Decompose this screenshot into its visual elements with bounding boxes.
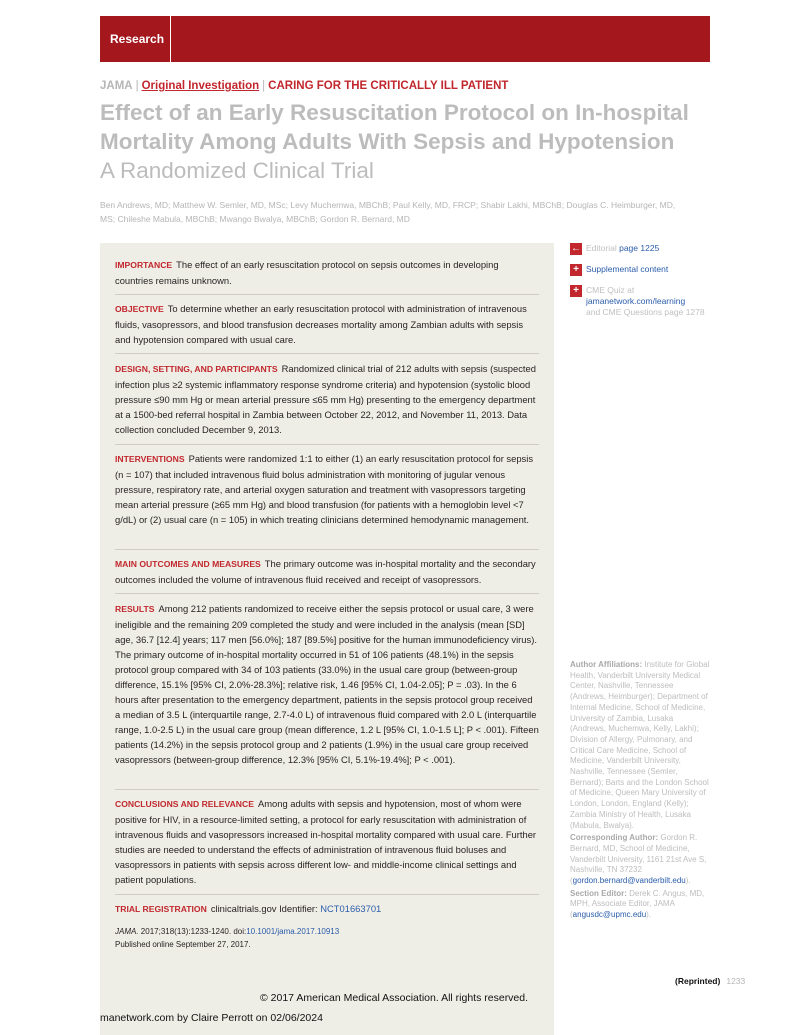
section-divider	[115, 593, 539, 594]
section-divider	[115, 353, 539, 354]
citation-ref: 2017;318(13):1233-1240. doi:	[140, 927, 247, 936]
abstract-text: To determine whether an early resuscitation protocol with administration of intravenous fluids, vasopressors, and blood transfusion decreases mortality among Zambian adults with sepsis and hypotension compared with usual care.	[115, 303, 527, 345]
author-list: Ben Andrews, MD; Matthew W. Semler, MD, MSc; Levy Muchemwa, MBChB; Paul Kelly, MD, FRCP; Shabir Lakhi, MBChB; Douglas C. Heimburger, MD, MS; Chileshe Mabula, MBChB; Mwango Bwalya, MBChB; Gordon R. Bernard, MD	[100, 200, 676, 224]
abstract-heading: IMPORTANCE	[115, 260, 173, 270]
abstract-heading: INTERVENTIONS	[115, 454, 185, 464]
affiliations-text: Institute for Global Health, Vanderbilt University Medical Center, Nashville, Tennessee (Andrews, Heimburger); Department of Internal Medicine, School of Medicine, University of Zambia, Lusaka (Andrews, Muchemwa, Kelly, Lakhi); Division of Allergy, Pulmonary, and Critical Care Medicine, School of Medicine, Vanderbilt University, Nashville, Tennessee (Semler, Bernard); Barts and the London School of Medicine, Queen Mary University of London, London, England (Kelly); Zambia Ministry of Health, Lusaka (Mabula, Bwalya).	[570, 660, 710, 830]
publication-date: Published online September 27, 2017.	[115, 940, 251, 949]
section-divider	[115, 549, 539, 550]
abstract-importance	[115, 257, 539, 288]
supplemental-content-link[interactable]: Supplemental content	[586, 264, 669, 274]
title-line: Effect of an Early Resuscitation Protocol on In-hospital	[100, 100, 689, 125]
abstract-objective	[115, 301, 539, 347]
editorial-page-link[interactable]: page 1225	[619, 243, 660, 253]
section-editor-end: ).	[646, 910, 652, 920]
section-banner	[100, 16, 710, 62]
corresponding-end: ).	[685, 876, 691, 886]
trial-registry-label: clinicaltrials.gov Identifier:	[210, 903, 318, 914]
plus-icon: +	[570, 285, 582, 297]
plus-icon: +	[570, 264, 582, 276]
abstract-box	[100, 243, 554, 1035]
abstract-design	[115, 361, 539, 437]
abstract-text: Patients were randomized 1:1 to either (1) an early resuscitation protocol for sepsis (n = 107) that included intravenous fluid bolus administration with monitoring of jugular venous pressure, respiratory rate, and arterial oxygen saturation and treatment with vasopressors targeting mean arterial pressure (≥65 mm Hg) and blood transfusion (for patients with a hemoglobin level <7 g/dL) or (2) usual care (n = 105) in which treating clinicians determined hemodynamic management.	[115, 453, 534, 525]
corresponding-heading: Corresponding Author:	[570, 833, 659, 843]
reprinted-label: (Reprinted)	[675, 976, 721, 986]
affiliations-heading: Author Affiliations:	[570, 660, 643, 669]
banner-divider	[170, 16, 171, 62]
copyright-notice: © 2017 American Medical Association. All rights reserved.	[260, 992, 529, 1004]
trial-identifier-link[interactable]: NCT01663701	[320, 903, 382, 914]
arrow-left-icon: ←	[571, 243, 581, 254]
citation-journal: JAMA.	[115, 927, 139, 936]
section-divider	[115, 789, 539, 790]
section-editor-text: Derek C. Angus, MD, MPH, Associate Editor, JAMA (	[570, 888, 705, 920]
article-type: Original Investigation	[141, 80, 260, 92]
section-divider	[115, 294, 539, 295]
kicker-separator: |	[135, 80, 139, 92]
abstract-heading: MAIN OUTCOMES AND MEASURES	[115, 559, 261, 569]
corresponding-email-link[interactable]: gordon.bernard@vanderbilt.edu	[572, 876, 686, 886]
abstract-heading: OBJECTIVE	[115, 304, 164, 314]
abstract-text: The primary outcome was in-hospital mortality and the secondary outcomes included the volume of intravenous fluid received and receipt of vasopressors.	[115, 558, 536, 585]
journal-name: JAMA	[100, 80, 133, 92]
section-editor-email-link[interactable]: angusdc@upmc.edu	[572, 910, 647, 920]
abstract-outcomes	[115, 556, 539, 587]
page-footer	[675, 976, 745, 986]
page-number: 1233	[726, 976, 746, 986]
article-kicker	[100, 80, 508, 92]
trial-registration	[115, 901, 539, 917]
page-margin	[0, 875, 100, 1035]
abstract-text: Among 212 patients randomized to receive either the sepsis protocol or usual care, 3 were ineligible and the remaining 209 completed the study and were included in the analysis (mean [SD] age, 36.7 [12.4] years; 117 men [56.0%]; 187 [89.5%] positive for the human immunodeficiency virus). The primary outcome of in-hospital mortality occurred in 51 of 106 patients (48.1%) in the sepsis protocol group compared with 34 of 103 patients (33.0%) in the usual care group (between-group difference, 15.1% [95% CI, 2.0%-28.3%]; relative risk, 1.46 [95% CI, 1.04-2.05]; P = .03). In the 6 hours after presentation to the emergency department, patients in the sepsis protocol group received a median of 3.5 L (interquartile range, 2.7-4.0 L) of intravenous fluid compared with 2.0 L (interquartile range, 1.0-2.5 L) in the usual care group (mean difference, 1.2 L [95% CI, 1.0-1.5 L]; P < .001). Fifteen patients (14.2%) in the sepsis protocol group and 2 patients (1.9%) in the usual care group received vasopressors (between-group difference, 12.3% [95% CI, 5.1%-19.4%]; P < .001).	[115, 603, 539, 765]
doi-link[interactable]: 10.1001/jama.2017.10913	[246, 927, 340, 936]
section-divider	[115, 444, 539, 445]
cme-link[interactable]: jamanetwork.com/learning	[586, 296, 686, 306]
download-stamp: manetwork.com by Claire Perrott on 02/06/2024	[100, 1012, 323, 1024]
title-line: Mortality Among Adults With Sepsis and Hypotension	[100, 129, 675, 154]
editorial-label: Editorial	[586, 243, 617, 253]
section-divider	[115, 894, 539, 895]
corresponding-text: Gordon R. Bernard, MD, School of Medicine, Vanderbilt University, 1161 21st Ave S, Nashville, TN 37232 (	[570, 833, 707, 886]
abstract-results	[115, 601, 539, 767]
abstract-text: The effect of an early resuscitation protocol on sepsis outcomes in developing countries remains unknown.	[115, 259, 499, 286]
cme-questions: and CME Questions page 1278	[586, 307, 705, 317]
abstract-heading: TRIAL REGISTRATION	[115, 904, 207, 914]
article-series: CARING FOR THE CRITICALLY ILL PATIENT	[268, 80, 509, 92]
abstract-heading: CONCLUSIONS AND RELEVANCE	[115, 799, 254, 809]
abstract-text: Randomized clinical trial of 212 adults with sepsis (suspected infection plus ≥2 systemic inflammatory response syndrome criteria) and hypotension (systolic blood pressure ≤90 mm Hg or mean arterial pressure ≤65 mm Hg) presenting to the emergency department at a 1500-bed referral hospital in Zambia between October 22, 2012, and November 11, 2013. Data collection concluded December 9, 2013.	[115, 363, 536, 435]
section-editor-heading: Section Editor:	[570, 888, 627, 898]
abstract-conclusions	[115, 796, 539, 887]
kicker-separator: |	[262, 80, 266, 92]
article-title	[100, 98, 700, 185]
article-subtitle: A Randomized Clinical Trial	[100, 158, 374, 183]
author-affiliations	[570, 660, 710, 921]
abstract-heading: RESULTS	[115, 604, 155, 614]
cme-label: CME Quiz at	[586, 285, 635, 295]
section-label: Research	[110, 32, 165, 46]
abstract-heading: DESIGN, SETTING, AND PARTICIPANTS	[115, 364, 278, 374]
abstract-interventions	[115, 451, 539, 527]
citation	[115, 925, 539, 951]
abstract-text: Among adults with sepsis and hypotension, most of whom were positive for HIV, in a resource-limited setting, a protocol for early resuscitation with administration of intravenous fluids and vasopressors increased in-hospital mortality compared with usual care. Further studies are needed to understand the effects of administration of intravenous fluid boluses and vasopressors in patients with sepsis across different low- and middle-income clinical settings and patient populations.	[115, 798, 537, 885]
